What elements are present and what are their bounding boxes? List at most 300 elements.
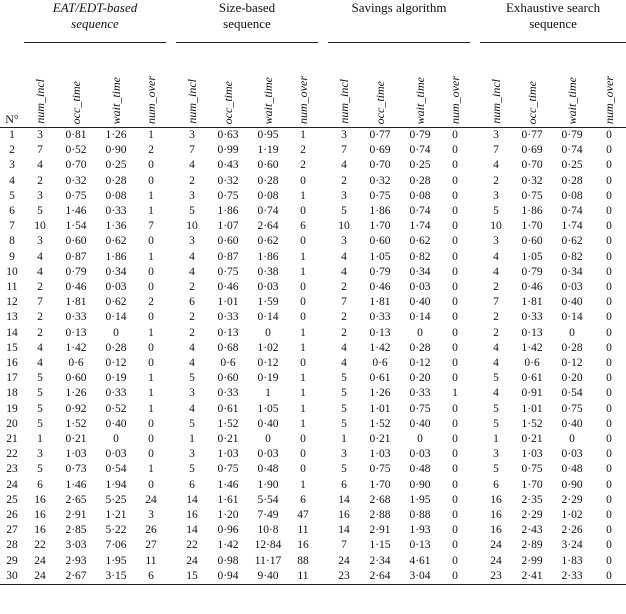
cell-num-incl: 5 <box>341 417 347 430</box>
cell-num-over: 0 <box>300 235 306 248</box>
cell-num-incl: 16 <box>490 524 502 537</box>
cell-wait-time: 0·54 <box>105 463 127 476</box>
group-gap <box>318 310 328 325</box>
cell-num-over: 2 <box>148 296 154 309</box>
cell-occ-time: 1·07 <box>217 220 239 233</box>
group-gap <box>470 356 480 371</box>
cell-occ-time: 0·61 <box>217 402 239 415</box>
group-gap <box>166 189 176 204</box>
group-gap <box>166 143 176 158</box>
cell-wait-time: 0·60 <box>257 159 279 172</box>
cell-num-incl: 3 <box>493 129 499 141</box>
group-title-line1: Size-based <box>218 0 276 15</box>
group-gap <box>470 0 480 43</box>
cell-num-incl: 23 <box>328 569 360 585</box>
cell-num-incl: 2 <box>189 281 195 294</box>
cell-occ-time: 0·60 <box>217 235 239 248</box>
cell-wait-time: 0·48 <box>409 463 431 476</box>
cell-occ-time: 1·05 <box>369 250 391 263</box>
cell-wait-time: 0·14 <box>561 311 583 324</box>
cell-occ-time: 1·52 <box>521 417 543 430</box>
cell-occ-time: 1·03 <box>369 448 391 461</box>
cell-wait-time: 1·74 <box>561 220 583 233</box>
cell-num-incl: 2 <box>493 311 499 324</box>
column-header-label: wait_time <box>412 76 427 124</box>
group-gap <box>318 326 328 341</box>
cell-num-over: 0 <box>300 281 306 294</box>
cell-num-incl: 2 <box>189 326 195 339</box>
cell-occ-time: 0·6 <box>524 357 540 370</box>
cell-num-over: 1 <box>300 387 306 400</box>
cell-num-over: 0 <box>452 265 458 278</box>
cell-num-over: 0 <box>452 326 458 339</box>
group-gap <box>470 538 480 553</box>
cell-num-incl: 15 <box>176 569 208 585</box>
cell-num-over: 0 <box>606 387 612 400</box>
cell-wait-time: 1·26 <box>105 129 127 141</box>
cell-num-incl: 5 <box>189 417 195 430</box>
cell-num-incl: 1 <box>341 433 347 446</box>
cell-num-over: 0 <box>148 417 154 430</box>
cell-occ-time: 0·77 <box>521 129 543 141</box>
cell-wait-time: 1·05 <box>257 402 279 415</box>
cell-wait-time: 0·28 <box>257 174 279 187</box>
cell-num-incl: 2 <box>37 174 43 187</box>
group-gap <box>470 493 480 508</box>
column-header-wait-time <box>248 43 288 128</box>
table-row <box>0 386 626 401</box>
table-row <box>0 295 626 310</box>
column-header-num-over <box>440 43 470 128</box>
cell-occ-time: 0·32 <box>369 174 391 187</box>
cell-wait-time: 0·74 <box>409 205 431 218</box>
cell-num-over: 2 <box>300 159 306 172</box>
cell-wait-time: 0·03 <box>105 281 127 294</box>
cell-num-incl: 5 <box>37 463 43 476</box>
row-number: 25 <box>6 493 18 506</box>
cell-num-over: 1 <box>148 326 154 339</box>
column-header-label: occ_time <box>524 80 539 124</box>
cell-num-incl: 4 <box>493 159 499 172</box>
group-gap <box>318 158 328 173</box>
cell-num-over: 0 <box>148 281 154 294</box>
cell-wait-time: 1·95 <box>409 493 431 506</box>
cell-occ-time: 0·46 <box>65 281 87 294</box>
cell-occ-time: 0·60 <box>65 372 87 385</box>
cell-occ-time: 0·68 <box>217 341 239 354</box>
group-header-exhaustive <box>480 0 626 43</box>
cell-wait-time: 0·03 <box>105 448 127 461</box>
cell-num-over: 1 <box>300 326 306 339</box>
table-row <box>0 204 626 219</box>
row-number: 27 <box>6 524 18 537</box>
group-gap <box>166 0 176 43</box>
cell-occ-time: 1·70 <box>521 478 543 491</box>
group-gap <box>470 204 480 219</box>
cell-num-incl: 2 <box>341 281 347 294</box>
cell-wait-time: 1·83 <box>561 554 583 567</box>
cell-wait-time: 0·14 <box>257 311 279 324</box>
cell-occ-time: 0·73 <box>65 463 87 476</box>
cell-num-incl: 7 <box>37 144 43 157</box>
cell-num-incl: 3 <box>189 189 195 202</box>
cell-occ-time: 0·21 <box>65 433 87 446</box>
cell-num-over: 0 <box>452 357 458 370</box>
cell-occ-time: 1·01 <box>369 402 391 415</box>
table-row <box>0 402 626 417</box>
cell-num-over: 0 <box>452 478 458 491</box>
cell-num-over: 0 <box>452 448 458 461</box>
cell-num-over: 0 <box>606 159 612 172</box>
group-title-line2: sequence <box>529 16 577 31</box>
cell-num-incl: 7 <box>341 296 347 309</box>
cell-num-over: 0 <box>452 235 458 248</box>
cell-num-incl: 3 <box>493 448 499 461</box>
cell-num-over: 11 <box>145 554 157 567</box>
cell-num-incl: 24 <box>490 539 502 552</box>
cell-num-over: 1 <box>300 417 306 430</box>
cell-wait-time: 4·61 <box>409 554 431 567</box>
table-row <box>0 326 626 341</box>
cell-wait-time: 0·88 <box>409 509 431 522</box>
cell-occ-time: 1·26 <box>65 387 87 400</box>
cell-occ-time: 0·13 <box>521 326 543 339</box>
cell-wait-time: 3·04 <box>400 569 440 585</box>
cell-occ-time: 0·87 <box>65 250 87 263</box>
cell-num-over: 1 <box>452 387 458 400</box>
cell-num-incl: 10 <box>338 220 350 233</box>
cell-wait-time: 0·12 <box>105 357 127 370</box>
cell-num-over: 0 <box>452 205 458 218</box>
row-number: 11 <box>6 281 18 294</box>
group-gap <box>470 265 480 280</box>
row-number: 17 <box>6 372 18 385</box>
row-number: 19 <box>6 402 18 415</box>
cell-num-incl: 7 <box>493 144 499 157</box>
row-number: 4 <box>9 174 15 187</box>
cell-num-over: 0 <box>606 220 612 233</box>
cell-wait-time: 0·48 <box>561 463 583 476</box>
cell-occ-time: 0·32 <box>521 174 543 187</box>
cell-occ-time: 1·42 <box>369 341 391 354</box>
cell-occ-time: 0·98 <box>217 554 239 567</box>
cell-wait-time: 0·33 <box>105 205 127 218</box>
group-gap <box>166 447 176 462</box>
cell-num-over: 11 <box>288 569 318 585</box>
cell-num-over: 0 <box>300 205 306 218</box>
cell-wait-time: 0·82 <box>409 250 431 263</box>
group-gap <box>470 478 480 493</box>
cell-num-over: 11 <box>297 524 309 537</box>
cell-wait-time: 1·74 <box>409 220 431 233</box>
cell-num-incl: 5 <box>493 205 499 218</box>
group-gap <box>470 174 480 189</box>
cell-num-incl: 3 <box>341 448 347 461</box>
cell-occ-time: 0·33 <box>217 387 239 400</box>
table-row <box>0 356 626 371</box>
cell-occ-time: 2·68 <box>369 493 391 506</box>
cell-num-incl: 4 <box>341 250 347 263</box>
row-number: 1 <box>9 129 15 141</box>
cell-wait-time: 7·49 <box>257 509 279 522</box>
cell-occ-time: 0·46 <box>217 281 239 294</box>
table-body <box>0 128 626 585</box>
cell-num-over: 0 <box>606 281 612 294</box>
row-number: 10 <box>6 265 18 278</box>
cell-occ-time: 2·99 <box>521 554 543 567</box>
cell-occ-time: 0·21 <box>217 433 239 446</box>
group-gap <box>470 143 480 158</box>
cell-wait-time: 0·62 <box>105 296 127 309</box>
cell-num-incl: 10 <box>186 220 198 233</box>
cell-num-incl: 2 <box>493 326 499 339</box>
cell-wait-time: 2·29 <box>561 493 583 506</box>
cell-wait-time: 0 <box>417 326 423 339</box>
cell-occ-time: 0·33 <box>521 311 543 324</box>
cell-num-over: 0 <box>452 159 458 172</box>
cell-num-incl: 7 <box>493 296 499 309</box>
cell-occ-time: 0·60 <box>521 235 543 248</box>
cell-wait-time: 0·75 <box>561 402 583 415</box>
table-row <box>0 523 626 538</box>
cell-num-incl: 16 <box>186 509 198 522</box>
group-gap <box>166 386 176 401</box>
group-gap <box>470 295 480 310</box>
cell-num-over: 0 <box>148 265 154 278</box>
group-gap <box>470 523 480 538</box>
cell-num-over: 0 <box>452 539 458 552</box>
cell-num-over: 0 <box>452 281 458 294</box>
group-gap <box>318 189 328 204</box>
cell-occ-time: 1·01 <box>521 402 543 415</box>
cell-wait-time: 0·62 <box>561 235 583 248</box>
cell-wait-time: 0·19 <box>105 372 127 385</box>
table-row <box>0 447 626 462</box>
cell-wait-time: 2·26 <box>561 524 583 537</box>
cell-num-over: 0 <box>452 417 458 430</box>
cell-wait-time: 0·40 <box>409 296 431 309</box>
column-header-label: num_over <box>447 76 462 124</box>
cell-occ-time: 0·33 <box>369 311 391 324</box>
cell-wait-time: 1 <box>265 387 271 400</box>
group-gap <box>166 508 176 523</box>
cell-num-over: 3 <box>148 509 154 522</box>
table-row <box>0 250 626 265</box>
cell-num-incl: 14 <box>186 524 198 537</box>
cell-num-over: 0 <box>452 554 458 567</box>
table-row <box>0 280 626 295</box>
cell-num-incl: 16 <box>338 509 350 522</box>
cell-wait-time: 0·90 <box>561 478 583 491</box>
cell-num-over: 26 <box>145 524 157 537</box>
cell-num-incl: 5 <box>493 402 499 415</box>
group-gap <box>318 447 328 462</box>
cell-num-over: 0 <box>148 448 154 461</box>
group-title-line2: sequence <box>223 16 271 31</box>
cell-occ-time: 1·70 <box>369 478 391 491</box>
row-number: 8 <box>9 235 15 248</box>
cell-wait-time: 1·94 <box>105 478 127 491</box>
cell-occ-time: 0·21 <box>521 433 543 446</box>
cell-num-incl: 3 <box>37 235 43 248</box>
cell-occ-time: 1·81 <box>521 296 543 309</box>
group-gap <box>166 523 176 538</box>
cell-occ-time: 1·03 <box>217 448 239 461</box>
group-gap <box>318 341 328 356</box>
cell-num-incl: 3 <box>189 387 195 400</box>
group-gap <box>318 280 328 295</box>
cell-num-over: 0 <box>148 174 154 187</box>
group-gap <box>318 554 328 569</box>
cell-num-incl: 16 <box>490 493 502 506</box>
table-row <box>0 432 626 447</box>
cell-occ-time: 0·77 <box>369 129 391 141</box>
row-number: 20 <box>6 417 18 430</box>
group-header-row <box>0 0 626 43</box>
group-gap <box>166 43 176 128</box>
column-header-label: num_incl <box>184 79 199 124</box>
cell-wait-time: 1·86 <box>257 250 279 263</box>
cell-num-over: 1 <box>300 189 306 202</box>
cell-wait-time: 0·34 <box>561 265 583 278</box>
cell-num-over: 1 <box>148 402 154 415</box>
cell-wait-time: 0·28 <box>561 341 583 354</box>
row-number: 14 <box>6 326 18 339</box>
cell-num-over: 6 <box>136 569 166 585</box>
column-header-occ-time <box>56 43 96 128</box>
group-gap <box>470 402 480 417</box>
group-gap <box>166 478 176 493</box>
cell-occ-time: 1·42 <box>521 341 543 354</box>
cell-occ-time: 1·46 <box>217 478 239 491</box>
column-header-occ-time <box>512 43 552 128</box>
cell-num-incl: 4 <box>341 159 347 172</box>
row-number: 6 <box>9 205 15 218</box>
cell-wait-time: 0·25 <box>561 159 583 172</box>
row-number: 12 <box>6 296 18 309</box>
column-header-row <box>0 43 626 128</box>
group-gap <box>166 158 176 173</box>
cell-occ-time: 2·41 <box>512 569 552 585</box>
group-gap <box>318 43 328 128</box>
cell-wait-time: 0·28 <box>561 174 583 187</box>
cell-wait-time: 3·15 <box>96 569 136 585</box>
group-gap <box>318 417 328 432</box>
cell-occ-time: 0·32 <box>65 174 87 187</box>
column-header-label: wait_time <box>260 76 275 124</box>
group-gap <box>166 204 176 219</box>
cell-wait-time: 0 <box>113 433 119 446</box>
cell-num-over: 0 <box>452 144 458 157</box>
cell-num-over: 2 <box>148 144 154 157</box>
group-gap <box>470 371 480 386</box>
cell-num-incl: 4 <box>493 265 499 278</box>
group-gap <box>470 447 480 462</box>
table-row <box>0 569 626 585</box>
column-header-num-incl <box>176 43 208 128</box>
cell-num-incl: 4 <box>189 265 195 278</box>
cell-occ-time: 0·81 <box>65 129 87 141</box>
group-gap <box>318 250 328 265</box>
cell-num-incl: 16 <box>34 493 46 506</box>
cell-num-incl: 5 <box>189 463 195 476</box>
cell-num-incl: 4 <box>493 341 499 354</box>
cell-occ-time: 1·52 <box>217 417 239 430</box>
cell-num-over: 0 <box>452 372 458 385</box>
cell-occ-time: 0·6 <box>372 357 388 370</box>
cell-num-incl: 6 <box>341 478 347 491</box>
cell-wait-time: 0·13 <box>409 539 431 552</box>
group-gap <box>318 462 328 477</box>
row-number-header: N° <box>0 43 24 128</box>
group-gap <box>318 386 328 401</box>
cell-occ-time: 0·13 <box>65 326 87 339</box>
cell-num-incl: 3 <box>189 448 195 461</box>
cell-num-incl: 5 <box>493 463 499 476</box>
cell-num-over: 7 <box>148 220 154 233</box>
cell-occ-time: 0·13 <box>369 326 391 339</box>
column-header-label: wait_time <box>108 76 123 124</box>
cell-num-incl: 4 <box>189 402 195 415</box>
group-gap <box>318 265 328 280</box>
cell-num-incl: 3 <box>37 189 43 202</box>
group-gap <box>318 538 328 553</box>
cell-num-over: 1 <box>148 372 154 385</box>
group-gap <box>166 219 176 234</box>
group-gap <box>166 174 176 189</box>
cell-wait-time: 0·34 <box>105 265 127 278</box>
cell-num-over: 1 <box>300 478 306 491</box>
cell-occ-time: 1·86 <box>217 205 239 218</box>
cell-num-incl: 7 <box>341 539 347 552</box>
cell-num-over: 0 <box>452 189 458 202</box>
cell-wait-time: 5·54 <box>257 493 279 506</box>
cell-occ-time: 0·75 <box>369 463 391 476</box>
cell-occ-time: 0·79 <box>65 265 87 278</box>
cell-occ-time: 0·13 <box>217 326 239 339</box>
cell-num-over: 0 <box>606 296 612 309</box>
cell-num-over: 0 <box>606 174 612 187</box>
column-header-num-over <box>288 43 318 128</box>
cell-num-over: 0 <box>452 493 458 506</box>
cell-num-incl: 5 <box>189 205 195 218</box>
cell-num-incl: 1 <box>493 433 499 446</box>
cell-num-incl: 3 <box>189 235 195 248</box>
group-gap <box>166 432 176 447</box>
cell-num-incl: 5 <box>341 372 347 385</box>
cell-occ-time: 3·03 <box>65 539 87 552</box>
cell-occ-time: 1·03 <box>521 448 543 461</box>
cell-occ-time: 0·63 <box>217 129 239 141</box>
group-gap <box>470 569 480 585</box>
table-row <box>0 371 626 386</box>
cell-num-incl: 24 <box>490 554 502 567</box>
cell-num-incl: 7 <box>189 144 195 157</box>
cell-num-over: 0 <box>606 448 612 461</box>
cell-wait-time: 0·62 <box>105 235 127 248</box>
cell-num-over: 0 <box>606 524 612 537</box>
cell-num-over: 0 <box>300 357 306 370</box>
cell-num-over: 0 <box>300 311 306 324</box>
group-gap <box>166 402 176 417</box>
cell-occ-time: 2·91 <box>369 524 391 537</box>
cell-num-over: 0 <box>606 463 612 476</box>
cell-num-over: 16 <box>297 539 309 552</box>
table-row <box>0 174 626 189</box>
cell-num-over: 2 <box>300 144 306 157</box>
cell-num-incl: 3 <box>493 235 499 248</box>
cell-wait-time: 0·38 <box>257 265 279 278</box>
